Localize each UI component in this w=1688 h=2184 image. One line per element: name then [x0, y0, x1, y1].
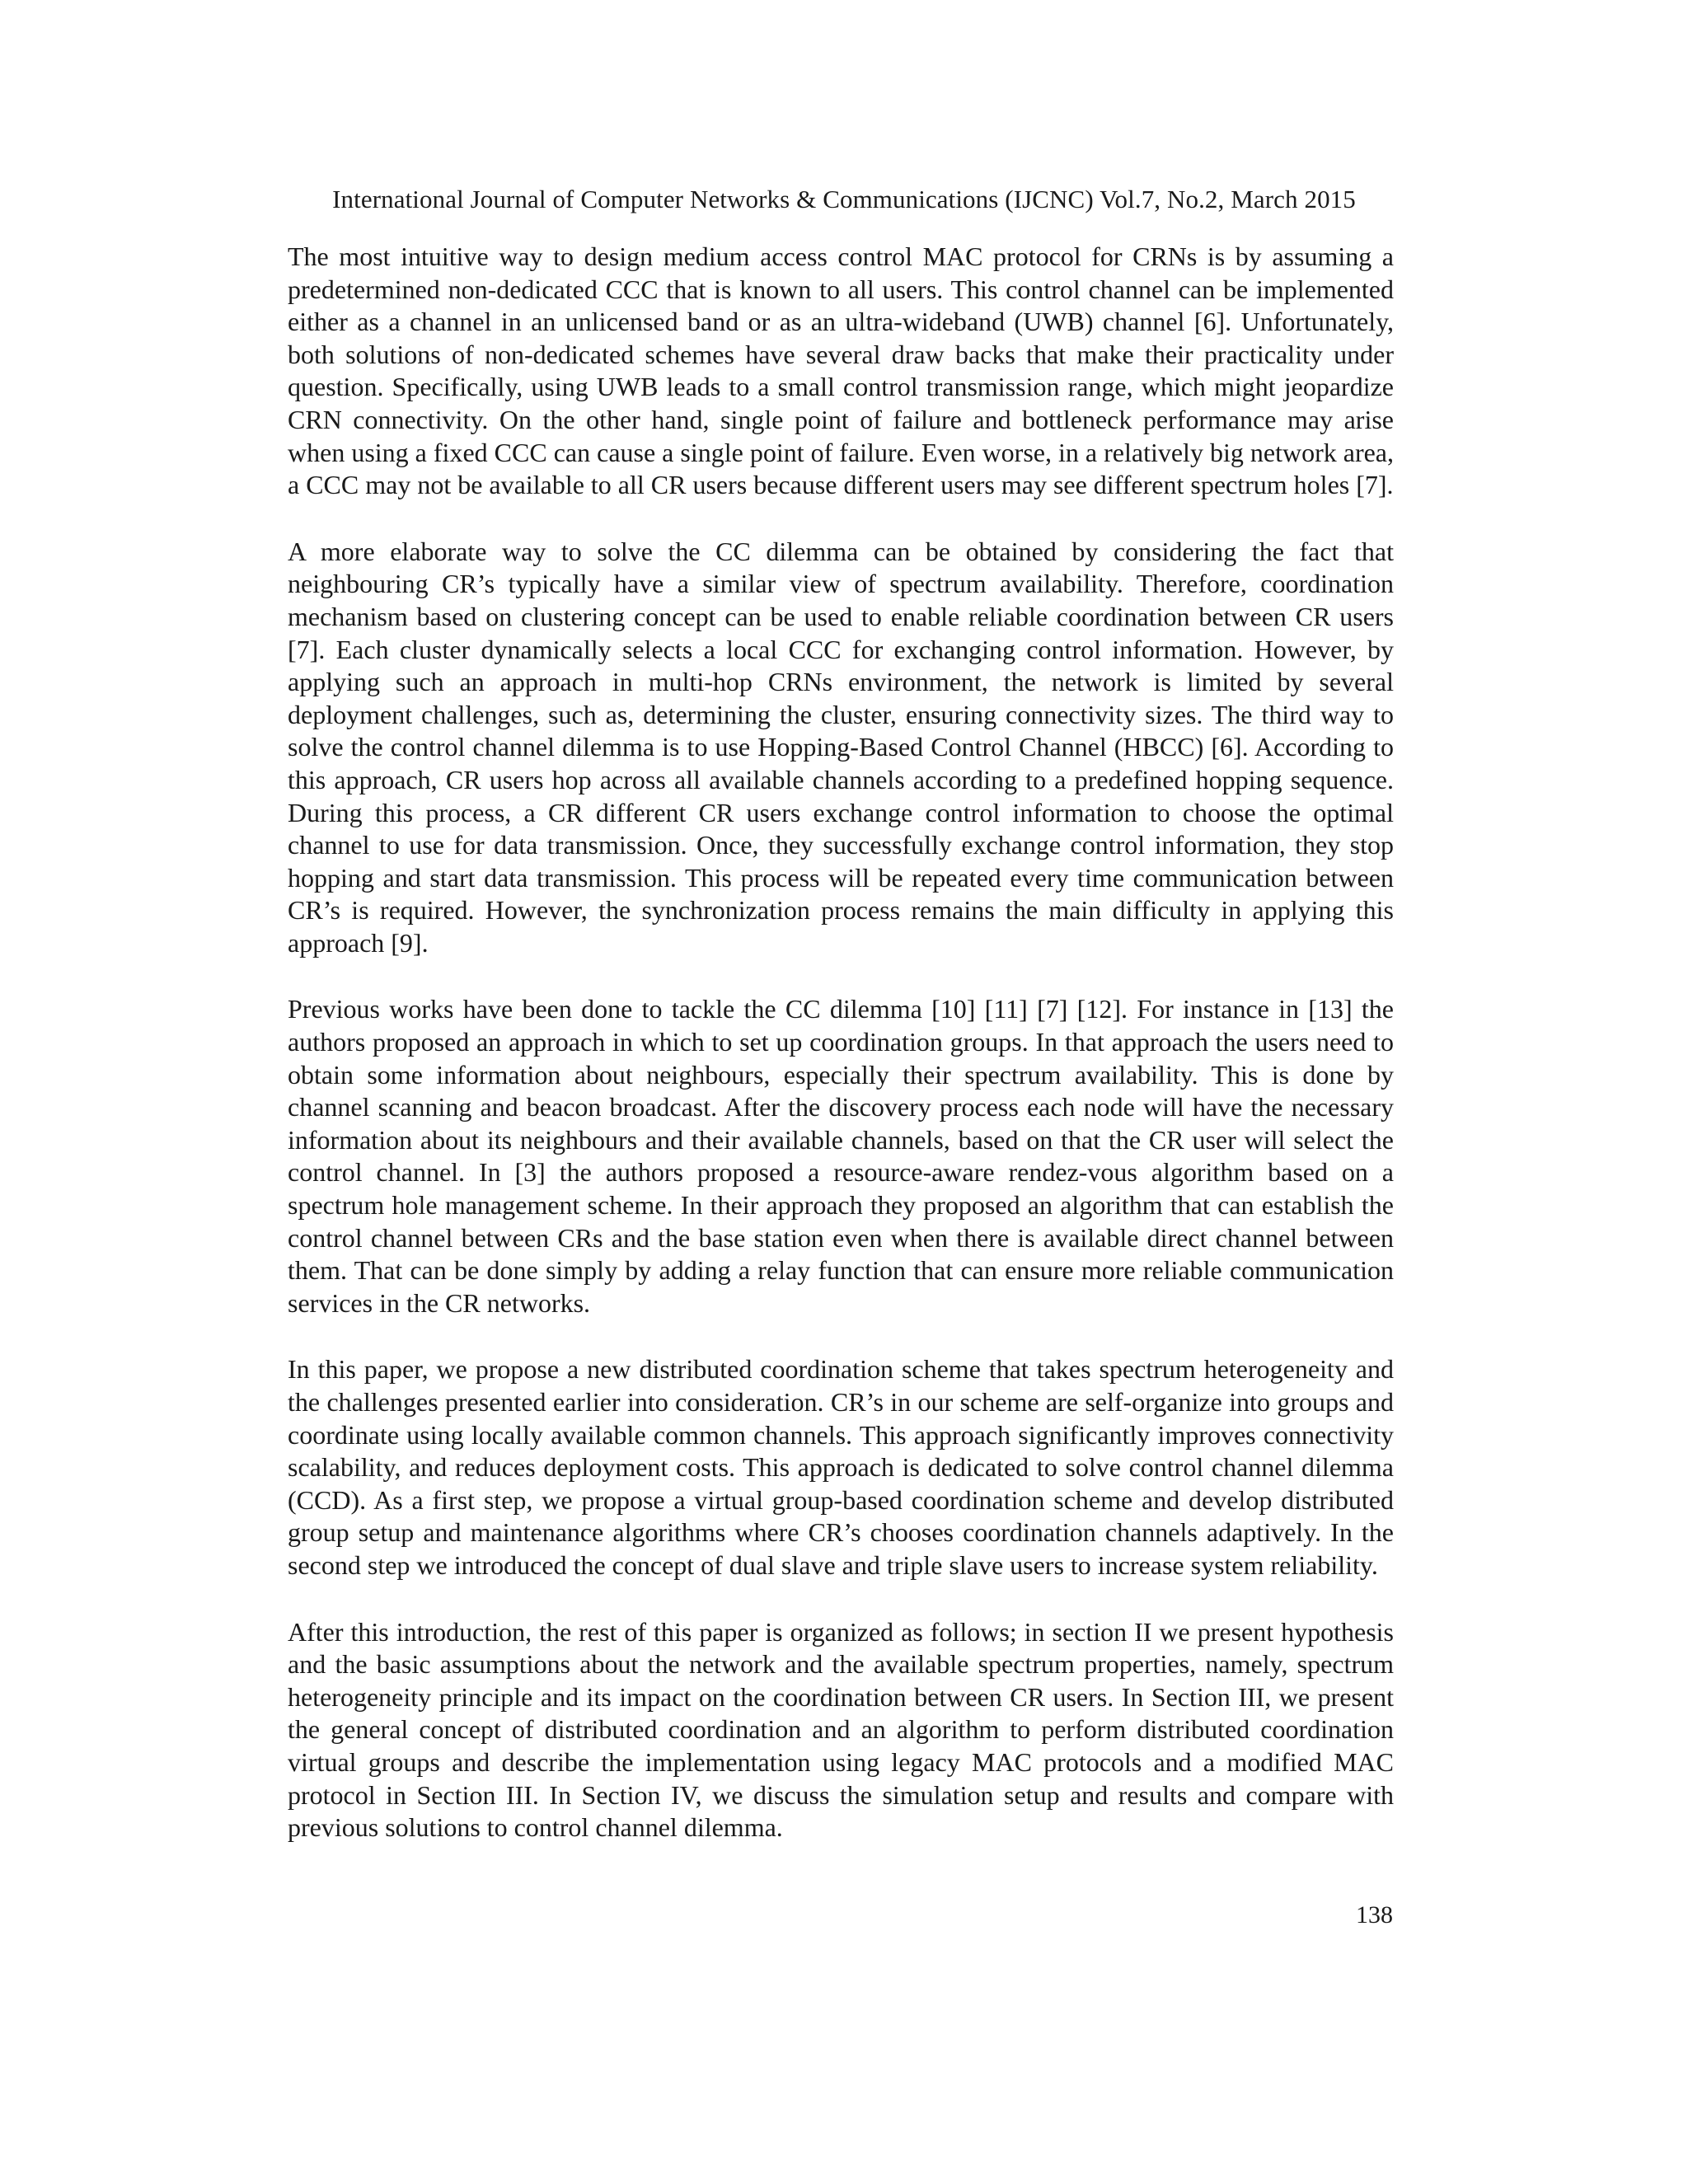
- paragraph-previous-works: Previous works have been done to tackle the CC dilemma [10] [11] [7] [12]. For instance in [13] the authors proposed an approach in which to set up coordination groups. In that approach the users need to obtain some information about neighbours, especially their spectrum availability. This is done by channel scanning and beacon broadcast. After the discovery process each node will have the necessary information about its neighbours and their available channels, based on that the CR user will select the control channel. In [3] the authors proposed a resource-aware rendez-vous algorithm based on a spectrum hole management scheme. In their approach they proposed an algorithm that can establish the control channel between CRs and the base station even when there is available direct channel between them. That can be done simply by adding a relay function that can ensure more reliable communication services in the CR networks.: [288, 994, 1394, 1318]
- paragraph-clustering-and-hopping: A more elaborate way to solve the CC dilemma can be obtained by considering the fact that neighbouring CR’s typically have a similar view of spectrum availability. Therefore, coordination mechanism based on clustering concept can be used to enable reliable coordination between CR users [7]. Each cluster dynamically selects a local CCC for exchanging control information. However, by applying such an approach in multi-hop CRNs environment, the network is limited by several deployment challenges, such as, determining the cluster, ensuring connectivity sizes. The third way to solve the control channel dilemma is to use Hopping-Based Control Channel (HBCC) [6]. According to this approach, CR users hop across all available channels according to a predefined hopping sequence. During this process, a CR different CR users exchange control information to choose the optimal channel to use for data transmission. Once, they successfully exchange control information, they stop hopping and start data transmission. This process will be repeated every time communication between CR’s is required. However, the synchronization process remains the main difficulty in applying this approach [9].: [288, 536, 1394, 958]
- journal-running-header: International Journal of Computer Networks & Communications (IJCNC) Vol.7, No.2, March 2015: [332, 185, 1356, 213]
- paragraph-mac-protocol-intro: The most intuitive way to design medium access control MAC protocol for CRNs is by assuming a predetermined non-dedicated CCC that is known to all users. This control channel can be implemented either as a channel in an unlicensed band or as an ultra-wideband (UWB) channel [6]. Unfortunately, both solutions of non-dedicated schemes have several draw backs that make their practicality under question. Specifically, using UWB leads to a small control transmission range, which might jeopardize CRN connectivity. On the other hand, single point of failure and bottleneck performance may arise when using a fixed CCC can cause a single point of failure. Even worse, in a relatively big network area, a CCC may not be available to all CR users because different users may see different spectrum holes [7].: [288, 241, 1394, 500]
- body-text: [288, 241, 1394, 1844]
- paragraph-proposed-scheme: In this paper, we propose a new distributed coordination scheme that takes spectrum heterogeneity and the challenges presented earlier into consideration. CR’s in our scheme are self-organize into groups and coordinate using locally available common channels. This approach significantly improves connectivity scalability, and reduces deployment costs. This approach is dedicated to solve control channel dilemma (CCD). As a first step, we propose a virtual group-based coordination scheme and develop distributed group setup and maintenance algorithms where CR’s chooses coordination channels adaptively. In the second step we introduced the concept of dual slave and triple slave users to increase system reliability.: [288, 1354, 1394, 1580]
- page-number: 138: [1356, 1901, 1393, 1929]
- paragraph-paper-organization: After this introduction, the rest of this paper is organized as follows; in section II we present hypothesis and the basic assumptions about the network and the available spectrum properties, namely, spectrum heterogeneity principle and its impact on the coordination between CR users. In Section III, we present the general concept of distributed coordination and an algorithm to perform distributed coordination virtual groups and describe the implementation using legacy MAC protocols and a modified MAC protocol in Section III. In Section IV, we discuss the simulation setup and results and compare with previous solutions to control channel dilemma.: [288, 1616, 1394, 1843]
